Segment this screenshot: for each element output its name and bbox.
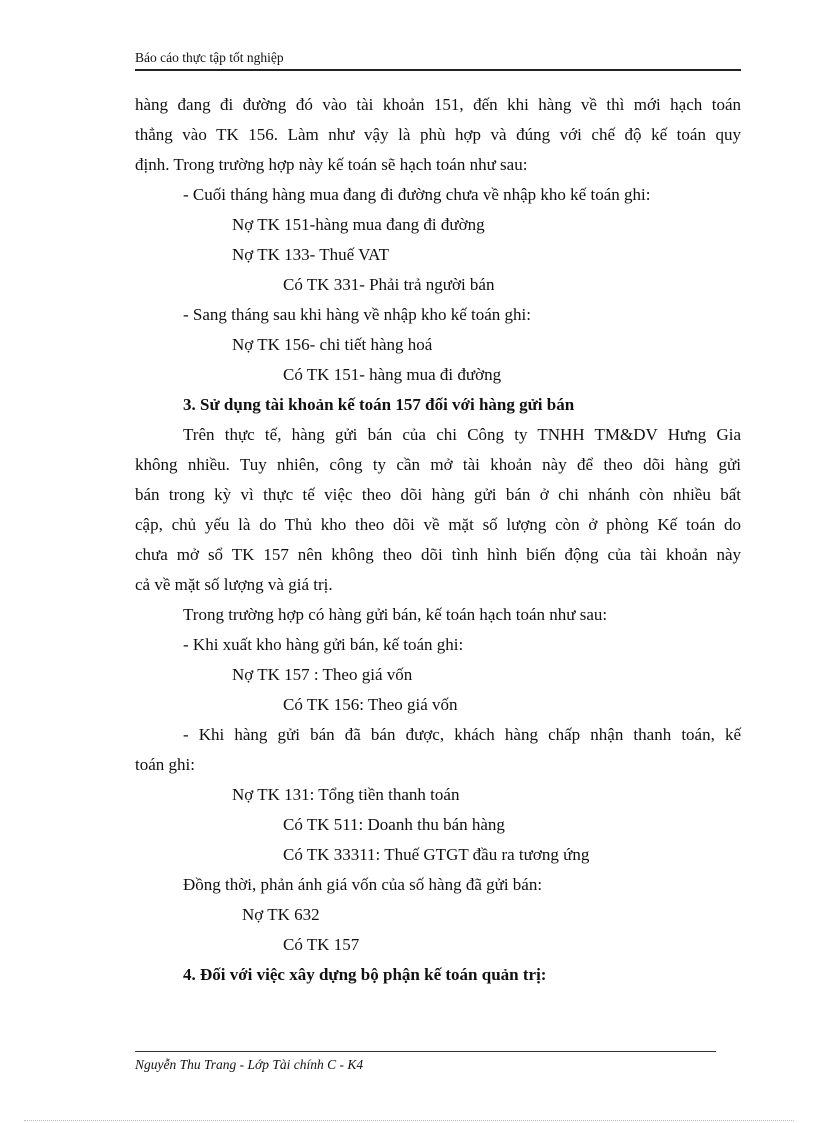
header-title: Báo cáo thực tập tốt nghiệp — [135, 50, 284, 65]
paragraph-line: hàng đang đi đường đó vào tài khoản 151, đến khi hàng về thì mới hạch toán — [135, 95, 741, 114]
paragraph-line: thẳng vào TK 156. Làm như vậy là phù hợp và đúng với chế độ kế toán quy — [135, 125, 741, 144]
document-body — [135, 90, 741, 990]
paragraph-line: định. Trong trường hợp này kế toán sẽ hạch toán như sau: — [135, 155, 528, 174]
paragraph-line: Đồng thời, phản ánh giá vốn của số hàng đã gửi bán: — [183, 875, 543, 894]
bullet-line: - Sang tháng sau khi hàng về nhập kho kế toán ghi: — [183, 305, 531, 324]
paragraph-line: bán trong kỳ vì thực tế việc theo dõi hàng gửi bán ở chi nhánh còn nhiều bất — [135, 485, 741, 504]
bullet-line: - Khi hàng gửi bán đã bán được, khách hàng chấp nhận thanh toán, kế — [183, 725, 741, 744]
entry-debit: Nợ TK 133- Thuế VAT — [232, 245, 389, 264]
entry-debit: Nợ TK 157 : Theo giá vốn — [232, 665, 413, 684]
paragraph-line: chưa mở sổ TK 157 nên không theo dõi tình hình biến động của tài khoản này — [135, 545, 741, 564]
section-heading: 4. Đối với việc xây dựng bộ phận kế toán quản trị: — [183, 965, 547, 984]
paragraph-line: toán ghi: — [135, 755, 195, 774]
footer-text: Nguyễn Thu Trang - Lớp Tài chính C - K4 — [135, 1057, 364, 1072]
bullet-line: - Khi xuất kho hàng gửi bán, kế toán ghi: — [183, 635, 464, 654]
entry-debit: Nợ TK 131: Tổng tiền thanh toán — [232, 785, 460, 804]
entry-credit: Có TK 157 — [283, 935, 360, 954]
entry-credit: Có TK 33311: Thuế GTGT đầu ra tương ứng — [283, 845, 590, 864]
page-edge — [24, 1120, 794, 1121]
bullet-line: - Cuối tháng hàng mua đang đi đường chưa về nhập kho kế toán ghi: — [183, 185, 651, 204]
entry-credit: Có TK 331- Phải trả người bán — [283, 275, 495, 294]
entry-credit: Có TK 151- hàng mua đi đường — [283, 365, 502, 384]
entry-credit: Có TK 156: Theo giá vốn — [283, 695, 458, 714]
paragraph-line: Trên thực tế, hàng gửi bán của chi Công ty TNHH TM&DV Hưng Gia — [183, 425, 741, 444]
page-footer — [135, 1057, 363, 1073]
paragraph-line: không nhiều. Tuy nhiên, công ty cần mở tài khoản này để theo dõi hàng gửi — [135, 455, 741, 474]
footer-rule — [135, 1051, 716, 1052]
entry-credit: Có TK 511: Doanh thu bán hàng — [283, 815, 505, 834]
entry-debit: Nợ TK 151-hàng mua đang đi đường — [232, 215, 485, 234]
page-header — [135, 50, 741, 71]
entry-debit: Nợ TK 156- chi tiết hàng hoá — [232, 335, 433, 354]
paragraph-line: Trong trường hợp có hàng gửi bán, kế toán hạch toán như sau: — [183, 605, 608, 624]
entry-debit: Nợ TK 632 — [242, 905, 320, 924]
paragraph-line: cả về mặt số lượng và giá trị. — [135, 575, 333, 594]
paragraph-line: cập, chủ yếu là do Thủ kho theo dõi về mặt số lượng còn ở phòng Kế toán do — [135, 515, 741, 534]
section-heading: 3. Sử dụng tài khoản kế toán 157 đối với hàng gửi bán — [183, 395, 575, 414]
